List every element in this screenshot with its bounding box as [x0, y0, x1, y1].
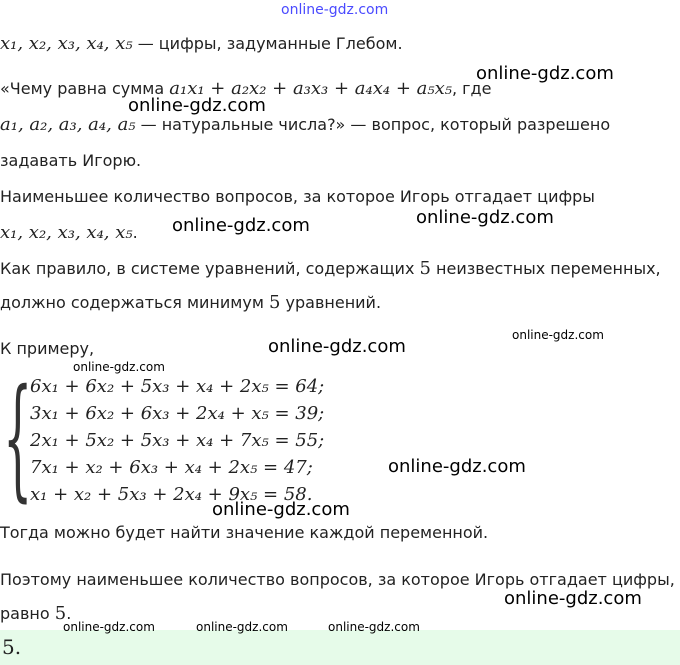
sum-expression: a₁x₁ + a₂x₂ + a₃x₃ + a₄x₄ + a₅x₅: [169, 78, 452, 99]
watermark: online-gdz.com: [512, 328, 604, 342]
text-line-9: К примеру,: [0, 339, 95, 358]
text-line-3: [0, 114, 610, 136]
coefficients-list: a₁, a₂, a₃, a₄, a₅: [0, 114, 136, 135]
equation-2: 3x₁ + 6x₂ + 6x₃ + 2x₄ + x₅ = 39;: [30, 403, 325, 424]
watermark: online-gdz.com: [504, 588, 642, 609]
equation-1: 6x₁ + 6x₂ + 5x₃ + x₄ + 2x₅ = 64;: [30, 376, 325, 397]
line-8-text-b: уравнений.: [280, 293, 382, 312]
watermark: online-gdz.com: [388, 456, 526, 477]
watermark: online-gdz.com: [476, 63, 614, 84]
text-line-7: [0, 258, 661, 280]
equation-5: x₁ + x₂ + 5x₃ + 2x₄ + 9x₅ = 58.: [30, 484, 313, 505]
variables-list: x₁, x₂, x₃, x₄, x₅: [0, 33, 133, 54]
line-7-text-b: неизвестных переменных,: [430, 259, 661, 278]
line-8-number: 5: [268, 292, 281, 313]
line-2-text-a: «Чему равна сумма: [0, 79, 170, 98]
line-7-text-a: Как правило, в системе уравнений, содержащих: [0, 259, 420, 278]
text-line-12: [0, 603, 71, 625]
line-3-text: — натуральные числа?» — вопрос, который разрешено: [135, 115, 611, 134]
watermark-top: online-gdz.com: [281, 2, 389, 18]
text-line-5: Наименьшее количество вопросов, за которое Игорь отгадает цифры: [0, 187, 595, 206]
watermark: online-gdz.com: [328, 620, 420, 634]
equation-4: 7x₁ + x₂ + 6x₃ + x₄ + 2x₅ = 47;: [30, 457, 313, 478]
line-12-number: 5: [54, 603, 67, 624]
text-line-10: Тогда можно будет найти значение каждой переменной.: [0, 523, 489, 542]
left-brace: {: [3, 361, 33, 515]
text-line-1: [0, 33, 403, 55]
answer-value: 5.: [2, 635, 22, 659]
answer-bar: [0, 630, 680, 665]
line-12-text-b: .: [66, 604, 72, 623]
text-line-8: [0, 292, 381, 314]
equation-3: 2x₁ + 5x₂ + 5x₃ + x₄ + 7x₅ = 55;: [30, 430, 325, 451]
watermark: online-gdz.com: [63, 620, 155, 634]
line-12-text-a: равно: [0, 604, 55, 623]
watermark: online-gdz.com: [212, 499, 350, 520]
text-line-6: [0, 222, 138, 244]
watermark: online-gdz.com: [128, 95, 266, 116]
line-2-text-b: , где: [451, 79, 492, 98]
text-line-4: задавать Игорю.: [0, 151, 142, 170]
text-line-11: Поэтому наименьшее количество вопросов, за которое Игорь отгадает цифры,: [0, 570, 675, 589]
watermark: online-gdz.com: [73, 360, 165, 374]
watermark: online-gdz.com: [196, 620, 288, 634]
line-7-number: 5: [419, 258, 431, 279]
watermark: online-gdz.com: [268, 336, 406, 357]
line-6-text: .: [132, 223, 138, 242]
watermark: online-gdz.com: [416, 207, 554, 228]
line-1-text: — цифры, задуманные Глебом.: [132, 34, 403, 53]
variables-list-2: x₁, x₂, x₃, x₄, x₅: [0, 222, 133, 243]
watermark: online-gdz.com: [172, 215, 310, 236]
line-8-text-a: должно содержаться минимум: [0, 293, 269, 312]
